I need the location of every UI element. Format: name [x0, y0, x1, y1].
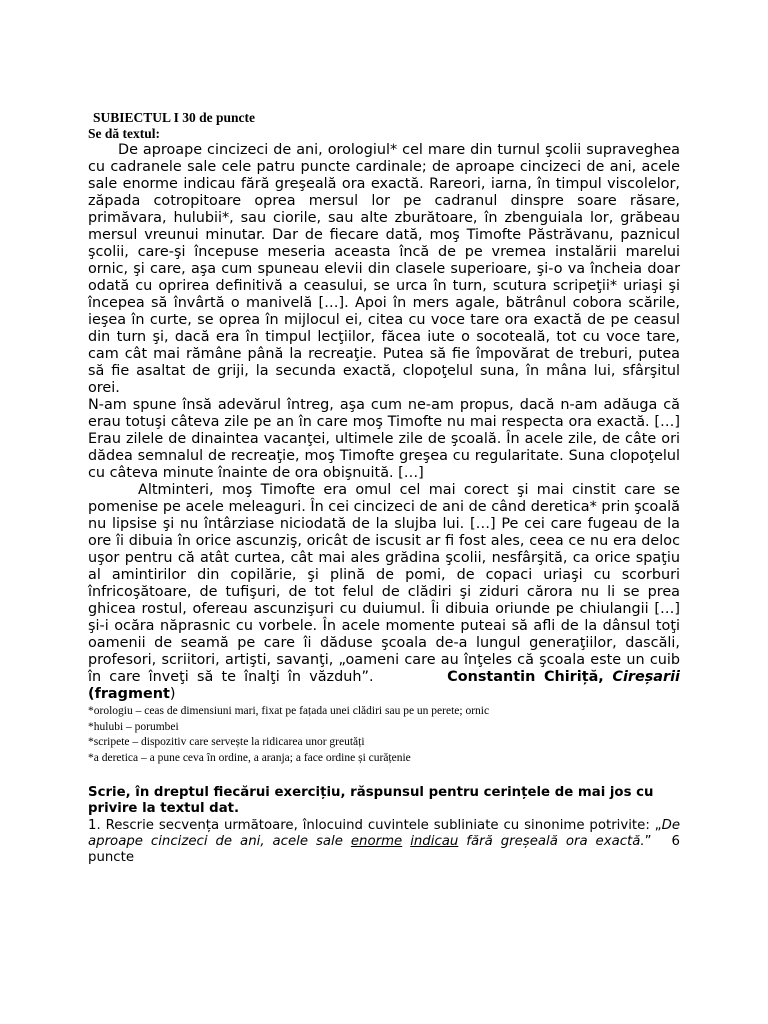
footnote-orologiu: *orologiu – ceas de dimensiuni mari, fixat pe fațada unei clădiri sau pe un perete; ornic [88, 705, 490, 717]
underlined-word-indicau: indicau [410, 834, 459, 849]
attribution-close: ) [169, 686, 176, 702]
footnotes [88, 704, 680, 766]
task-item-1-quote-b: fără greșeală ora exactă. [458, 834, 645, 849]
footnote-deretica: *a deretica – a pune ceva în ordine, a aranja; a face ordine și curățenie [88, 751, 411, 764]
section-title: SUBIECTUL I 30 de puncte [93, 110, 256, 125]
underlined-word-enorme: enorme [350, 834, 403, 849]
paragraph-2: N-am spune însă adevărul întreg, aşa cum ne-am propus, dacă n-am adăuga că erau totuşi câteva zile pe an în care moş Timofte nu mai respecta ora exactă. […] Erau zilele de dinaintea vacanţei, ultimele zile de şcoală. În acele zile, de câte ori dădea semnalul de recreaţie, moş Timofte greşea cu regularitate. Suna clopoţelul cu câteva minute înainte de ora obişnuită. […] [88, 397, 680, 481]
footnote-scripete: *scripete – dispozitiv care servește la ridicarea unor greutăți [88, 736, 365, 748]
task-item-1-close: ” [644, 834, 652, 849]
attribution-suffix: (fragment [88, 686, 170, 702]
attribution-author: Constantin Chiriță, [447, 669, 604, 685]
task-item-1 [88, 818, 680, 866]
task-instruction: Scrie, în dreptul fiecărui exercițiu, răspunsul pentru cerințele de mai jos cu privire la textul dat. [88, 785, 654, 816]
paragraph-1: De aproape cincizeci de ani, orologiul* cel mare din turnul şcolii supraveghea cu cadranele sale cele patru puncte cardinale; de aproape cincizeci de ani, acele sale enorme indicau fără greşeală ora exactă. Rareori, iarna, în timpul viscolelor, zăpada cotropitoare oprea mersul lor pe cadranul dinspre soare răsare, primăvara, hulubii*, sau ciorile, sau alte zburătoare, în zbenguiala lor, grăbeau mersul vreunui minutar. Dar de fiecare dată, moş Timofte Păstrăvanu, paznicul şcolii, care-şi începuse meseria aceasta încă de pe vremea instalării marelui ornic, şi care, aşa cum spuneau elevii din clasele superioare, şi-o va încheia doar odată cu oprirea definitivă a ceasului, se urca în turn, scutura scripeţii* uriaşi şi începea să învârtă o manivelă […]. Apoi în mers agale, bătrânul cobora scările, ieşea în curte, se oprea în mijlocul ei, citea cu voce tare ora exactă de pe ceasul din turn şi, dacă era în timpul lecţiilor, făcea iute o socoteală, tot cu voce tare, cam cât mai rămâne până la recreaţie. Putea să fie împovărat de treburi, putea să fie asaltat de griji, la secunda exactă, clopoţelul suna, în mâna lui, sfârşitul orei. [88, 142, 680, 396]
task-item-1-lead: 1. Rescrie secvența următoare, înlocuind cuvintele subliniate cu sinonime potrivite: „ [88, 818, 662, 833]
paragraph-3-text: Altminteri, moş Timofte era omul cel mai corect şi mai cinstit care se pomenise pe acele meleaguri. În cei cincizeci de ani de când deretica* prin şcoală nu lipsise şi nu întârziase niciodată de la slujba lui. […] Pe cei care fugeau de la ore îi dibuia în orice ascunziş, oricât de iscusit ar fi fost ales, ceea ce nu era deloc uşor pentru că atât curtea, cât mai ales grădina şcolii, nesfârşită, ca orice spaţiu al amintirilor din copilărie, şi plină de pomi, de copaci uriaşi cu scorburi înfricoşătoare, de tufişuri, de tot felul de clădiri şi ziduri cărora nu li se prea ghicea rostul, ofereau ascunzişuri cu duiumul. Îi dibuia oriunde pe chiulangii […] şi-i ocăra năprasnic cu vorbele. În acele momente puteai să afli de la dânsul toţi oamenii de seamă pe care îi dăduse şcoala de-a lungul generaţiilor, dascăli, profesori, scriitori, artişti, savanţi, „oameni care au înţeles că şcoala este un cuib în care înveţi să te înalţi în văzduh”. [88, 482, 680, 685]
document-page [88, 110, 680, 866]
task-item-1-points: 6 puncte [88, 834, 680, 865]
attribution-work: Cireșarii [612, 669, 680, 685]
footnote-hulubi: *hulubi – porumbei [88, 720, 179, 733]
text-intro: Se dă textul: [88, 126, 160, 141]
paragraph-3 [88, 482, 680, 703]
task-item-1-quote-a: De aproape cincizeci de ani, acele sale [88, 818, 680, 849]
